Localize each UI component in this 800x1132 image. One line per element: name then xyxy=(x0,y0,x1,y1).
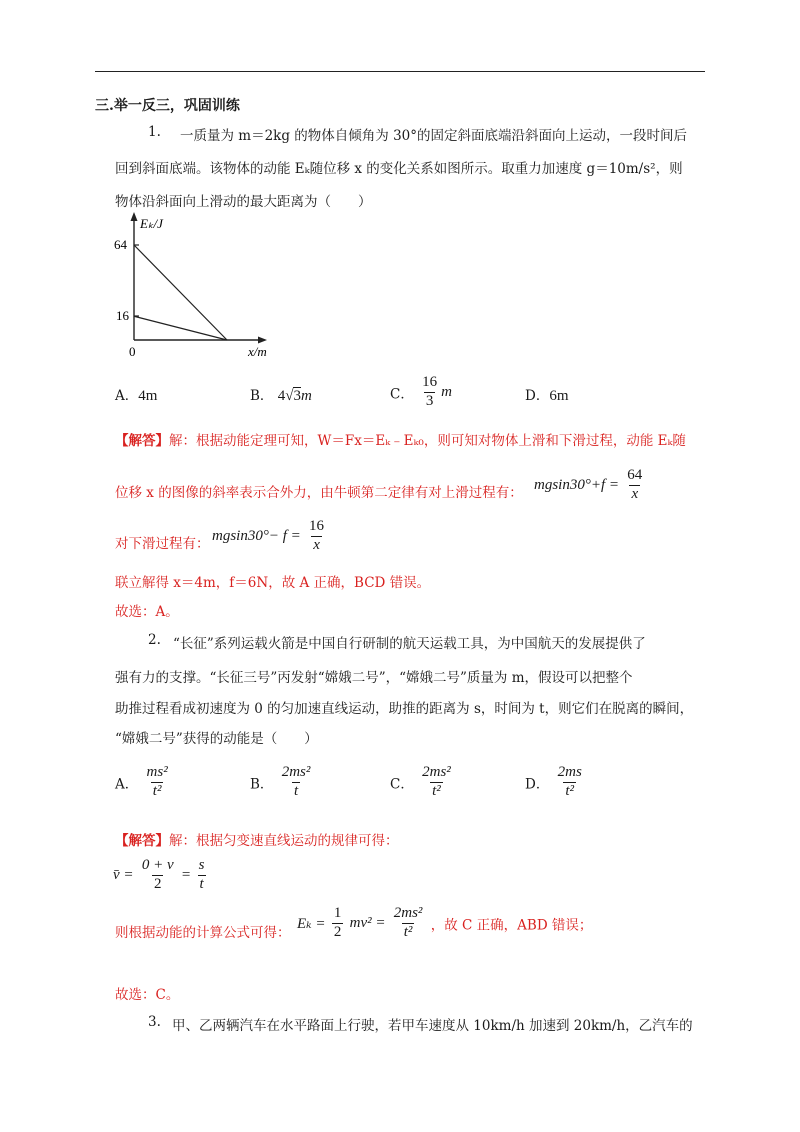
option-coef: 4 xyxy=(277,388,286,404)
option-d[interactable] xyxy=(525,765,586,800)
denominator: t² xyxy=(403,923,413,940)
numerator: 1 xyxy=(333,905,342,921)
numerator: 2ms² xyxy=(422,764,451,780)
option-value: 4m xyxy=(138,388,158,404)
x-axis-arrow xyxy=(258,337,267,344)
option-label: B． xyxy=(250,776,274,793)
equation-average-velocity xyxy=(113,858,209,893)
answer-line xyxy=(115,829,399,849)
denominator: x xyxy=(313,536,320,553)
sqrt-symbol: √ xyxy=(285,388,294,404)
answer-text: 解：根据动能定理可知，W＝Fx＝Eₖ﹣Eₖ₀，则可知对物体上滑和下滑过程，动能 Eₖ随 xyxy=(169,433,686,449)
question-text: “长征”系列运载火箭是中国自行研制的航天运载工具，为中国航天的发展提供了 xyxy=(173,636,646,652)
answer-choice: 故选：A。 xyxy=(115,604,179,620)
fraction xyxy=(197,858,207,893)
kinetic-energy-graph xyxy=(110,208,295,360)
question-text: 一质量为 m＝2kg 的物体自倾角为 30°的固定斜面底端沿斜面向上运动，一段时间后 xyxy=(180,128,688,144)
answer-line: 则根据动能的计算公式可得： xyxy=(115,925,291,941)
question-number: 2. xyxy=(148,632,161,648)
option-unit: m xyxy=(441,383,452,400)
answer-line: 位移 x 的图像的斜率表示合外力，由牛顿第二定律有对上滑过程有： xyxy=(115,485,523,501)
numerator: 0 + v xyxy=(141,857,174,873)
option-value: 6m xyxy=(549,388,569,404)
equation-left: Eₖ = xyxy=(297,915,326,932)
denominator: t xyxy=(199,875,204,892)
numerator: s xyxy=(198,857,205,873)
answer-tag: 【解答】 xyxy=(115,433,169,449)
option-label: C． xyxy=(390,776,414,793)
option-label: A． xyxy=(115,388,139,404)
question-number: 3. xyxy=(148,1014,161,1030)
option-radicand: 3 xyxy=(293,388,301,404)
fraction xyxy=(420,765,453,800)
option-b[interactable] xyxy=(250,384,312,405)
answer-text: 解：根据匀变速直线运动的规律可得： xyxy=(169,833,399,849)
fraction xyxy=(280,765,313,800)
question-text: “嫦娥二号”获得的动能是（ ） xyxy=(115,731,318,747)
option-a[interactable] xyxy=(115,765,172,800)
fraction xyxy=(392,906,425,941)
option-label: C． xyxy=(390,386,414,403)
option-a[interactable] xyxy=(115,384,157,405)
option-unit: m xyxy=(300,388,312,404)
numerator: 2ms² xyxy=(281,764,311,780)
tick-label-64: 64 xyxy=(114,237,127,252)
denominator: t² xyxy=(152,782,162,799)
question-text: 助推过程看成初速度为 0 的匀加速直线运动，助推的距离为 s，时间为 t，则它们在脱离的瞬间， xyxy=(115,701,694,717)
equation-kinetic-energy xyxy=(297,906,592,941)
fraction xyxy=(145,765,170,800)
header-rule xyxy=(95,71,705,72)
x-axis-label: x/m xyxy=(248,344,267,359)
equation-down xyxy=(212,519,328,554)
question-text: 甲、乙两辆汽车在水平路面上行驶，若甲车速度从 10km/h 加速到 20km/h，乙汽车的 xyxy=(172,1018,693,1034)
option-b[interactable] xyxy=(250,765,314,800)
denominator: 3 xyxy=(425,392,434,409)
option-label: B． xyxy=(250,388,274,404)
question-number: 1. xyxy=(148,124,161,140)
denominator: t² xyxy=(565,782,575,799)
numerator: 2ms xyxy=(557,764,582,780)
answer-line: 对下滑过程有： xyxy=(115,536,210,552)
numerator: 64 xyxy=(627,467,643,483)
line-down-slide xyxy=(134,316,227,340)
origin-label: 0 xyxy=(129,344,136,359)
denominator: t xyxy=(293,782,299,799)
equation-left: v̄ = xyxy=(113,866,134,883)
question-text: 回到斜面底端。该物体的动能 Eₖ随位移 x 的变化关系如图所示。取重力加速度 g＝10m/s²，则 xyxy=(115,161,683,177)
option-label: D． xyxy=(525,776,550,793)
section-title: 三.举一反三，巩固训练 xyxy=(95,98,240,114)
numerator: 16 xyxy=(309,518,325,534)
equation-left: mgsin30°+f = xyxy=(534,476,619,493)
fraction xyxy=(332,906,344,941)
fraction xyxy=(556,765,584,800)
fraction xyxy=(420,375,439,410)
question-text: 强有力的支撑。“长征三号”丙发射“嫦娥二号”，“嫦娥二号”质量为 m，假设可以把整个 xyxy=(115,670,633,686)
answer-line: 联立解得 x＝4m，f＝6N，故 A 正确，BCD 错误。 xyxy=(115,575,431,591)
equals-sign: = xyxy=(181,866,191,883)
option-c[interactable] xyxy=(390,765,455,800)
option-d[interactable] xyxy=(525,384,569,405)
numerator: ms² xyxy=(146,764,168,780)
question-text: 物体沿斜面向上滑动的最大距离为（ ） xyxy=(115,194,372,210)
answer-tag: 【解答】 xyxy=(115,833,169,849)
answer-line xyxy=(115,429,686,449)
answer-text: ，故 C 正确，ABD 错误； xyxy=(430,917,593,934)
denominator: x xyxy=(631,485,639,502)
y-axis-arrow xyxy=(131,212,138,221)
numerator: 16 xyxy=(422,374,438,390)
answer-choice: 故选：C。 xyxy=(115,987,180,1003)
y-axis-label: Eₖ/J xyxy=(140,216,163,231)
tick-label-16: 16 xyxy=(116,308,129,323)
option-c[interactable] xyxy=(390,375,452,410)
line-up-slide xyxy=(134,245,227,340)
equation-middle: mv² = xyxy=(349,914,386,931)
fraction xyxy=(307,519,326,554)
denominator: t² xyxy=(432,782,441,799)
fraction xyxy=(140,858,176,893)
option-label: D． xyxy=(525,388,550,404)
option-label: A． xyxy=(115,776,139,793)
denominator: 2 xyxy=(333,923,342,940)
equation-left: mgsin30°− f = xyxy=(212,527,301,544)
numerator: 2ms² xyxy=(393,905,423,921)
denominator: 2 xyxy=(153,875,162,892)
equation-up xyxy=(534,468,646,503)
fraction xyxy=(625,468,644,503)
